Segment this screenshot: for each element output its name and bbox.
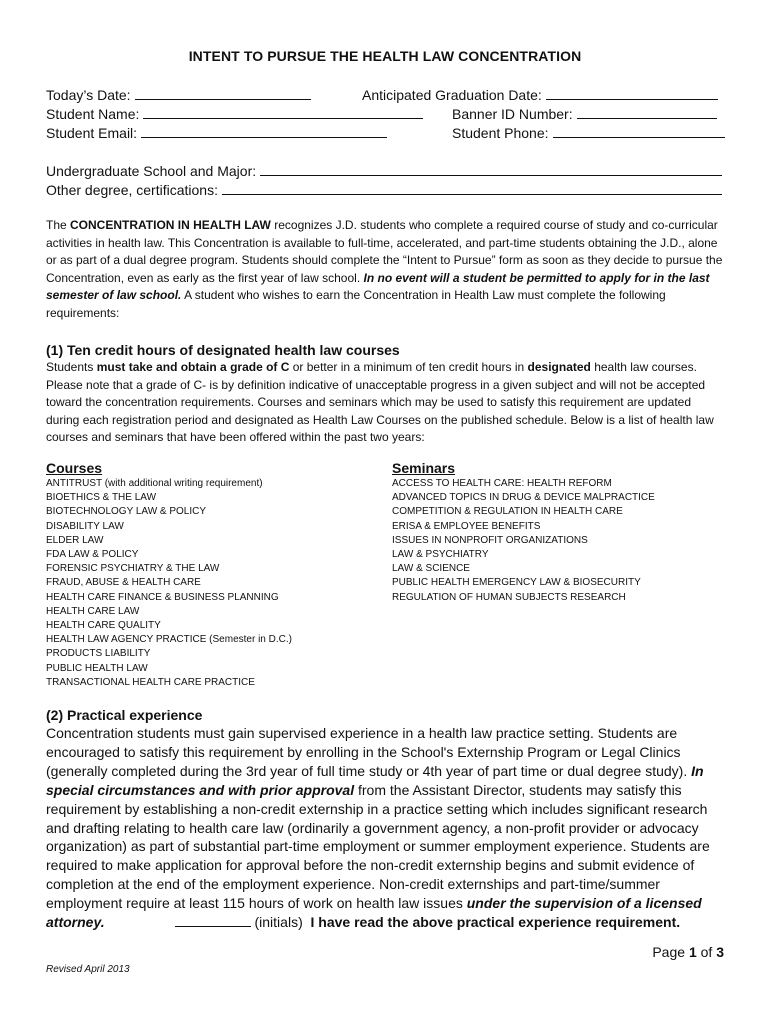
page-total: 3	[716, 944, 724, 960]
anticipated-graduation-label: Anticipated Graduation Date:	[362, 87, 542, 103]
page-prefix: Page	[652, 944, 689, 960]
page-number	[652, 944, 724, 960]
course-item: PRODUCTS LIABILITY	[46, 648, 151, 660]
section2-heading: (2) Practical experience	[46, 707, 203, 723]
course-item: ELDER LAW	[46, 534, 104, 546]
section1-grade-requirement: must take and obtain a grade of C	[96, 360, 290, 374]
seminar-item: ACCESS TO HEALTH CARE: HEALTH REFORM	[392, 478, 612, 489]
other-degree-field[interactable]	[46, 181, 722, 198]
section1-paragraph	[46, 359, 726, 447]
other-degree-label: Other degree, certifications:	[46, 182, 218, 198]
section1-heading: (1) Ten credit hours of designated health law courses	[46, 342, 400, 358]
student-phone-field[interactable]	[452, 124, 725, 141]
page-title: INTENT TO PURSUE THE HEALTH LAW CONCENTRATION	[188, 48, 582, 64]
banner-id-line[interactable]	[577, 105, 717, 119]
anticipated-graduation-line[interactable]	[546, 86, 718, 100]
intro-text-2: recognizes J.D. students who complete a required course of study and co-curricular activities in health law. This Concentration is available to full-time, accelerated, and part-time students obtaining the J.D., alone or as part of a dual degree program. Students should complete the “Intent to Pursue” form as soon as they decide to pursue the Concentration, even as early as the first year of law school.	[46, 218, 723, 285]
student-email-field[interactable]	[46, 124, 387, 141]
seminar-item: ADVANCED TOPICS IN DRUG & DEVICE MALPRACTICE	[392, 492, 655, 504]
section2-paragraph	[46, 724, 728, 932]
courses-list	[46, 477, 292, 690]
course-item: FORENSIC PSYCHIATRY & THE LAW	[46, 563, 220, 575]
page-current: 1	[688, 944, 697, 960]
seminar-item: LAW & PSYCHIATRY	[392, 549, 489, 561]
initials-line[interactable]	[175, 913, 251, 927]
todays-date-label: Today’s Date:	[46, 87, 131, 103]
concentration-name: CONCENTRATION IN HEALTH LAW	[70, 218, 271, 232]
banner-id-label: Banner ID Number:	[452, 106, 573, 122]
student-name-field[interactable]	[46, 105, 423, 122]
section1-text-3: health law courses. Please note that a grade of C- is by definition indicative of unacceptable progress in a given subject and will not be accepted toward the concentration requirements. Courses and seminars which may be used to satisfy this requirement are updated during each registration period and designated as Health Law Courses on the published schedule. Below is a list of health law courses and seminars that have been offered within the past two years:	[46, 360, 714, 445]
other-degree-line[interactable]	[222, 181, 722, 195]
course-item: ANTITRUST (with additional writing requirement)	[46, 478, 263, 489]
anticipated-graduation-field[interactable]	[362, 86, 718, 103]
page-of: of	[696, 944, 717, 960]
initials-label: (initials)	[254, 914, 303, 931]
section1-text-1: Students	[46, 360, 97, 374]
course-item: HEALTH CARE FINANCE & BUSINESS PLANNING	[46, 591, 279, 603]
course-item: DISABILITY LAW	[46, 520, 124, 532]
intro-text-1: The	[46, 218, 71, 232]
student-name-line[interactable]	[143, 105, 423, 119]
section1-designated: designated	[527, 360, 591, 374]
acknowledgement-statement: I have read the above practical experience requirement.	[310, 914, 681, 931]
course-item: BIOTECHNOLOGY LAW & POLICY	[46, 506, 207, 518]
course-item: HEALTH LAW AGENCY PRACTICE (Semester in D.C.)	[46, 634, 292, 646]
intro-warning: In no event will a student be permitted to apply for in the last semester of law school.	[46, 270, 710, 303]
intro-paragraph	[46, 217, 726, 323]
section2-special-circumstances: In special circumstances and with prior approval	[46, 762, 704, 798]
student-email-line[interactable]	[141, 124, 387, 138]
seminars-list	[392, 477, 655, 605]
todays-date-line[interactable]	[135, 86, 311, 100]
course-item: HEALTH CARE LAW	[46, 605, 140, 617]
course-item: PUBLIC HEALTH LAW	[46, 662, 148, 674]
course-item: TRANSACTIONAL HEALTH CARE PRACTICE	[46, 676, 255, 688]
seminar-item: REGULATION OF HUMAN SUBJECTS RESEARCH	[392, 591, 626, 603]
intro-text-3: A student who wishes to earn the Concentration in Health Law must complete the following requirements:	[46, 288, 666, 320]
undergrad-label: Undergraduate School and Major:	[46, 163, 257, 179]
course-item: FDA LAW & POLICY	[46, 549, 139, 561]
student-name-label: Student Name:	[46, 106, 140, 122]
section2-supervision: under the supervision of a licensed attorney.	[46, 895, 702, 931]
revised-date: Revised April 2013	[46, 964, 130, 975]
seminar-item: LAW & SCIENCE	[392, 563, 470, 575]
course-item: BIOETHICS & THE LAW	[46, 492, 157, 504]
section2-text-1: Concentration students must gain supervised experience in a health law practice setting. Students are encouraged to satisfy this requirement by enrolling in the School's Externship Program or Legal Clinics (generally completed during the 3rd year of full time study or 4th year of part time or dual degree study).	[46, 725, 692, 779]
seminar-item: PUBLIC HEALTH EMERGENCY LAW & BIOSECURITY	[392, 577, 641, 589]
seminars-heading: Seminars	[392, 460, 456, 476]
courses-heading: Courses	[46, 460, 103, 476]
seminar-item: ERISA & EMPLOYEE BENEFITS	[392, 520, 541, 532]
section2-text-2: from the Assistant Director, students may satisfy this requirement by establishing a non-credit externship in a practice setting which includes significant research and drafting relating to health care law (ordinarily a government agency, a non-profit provider or advocacy organization) as part of substantial part-time employment or summer employment experience. Students are required to make application for approval before the non-credit externship begins and submit evidence of completion at the end of the employment experience. Non-credit externships and part-time/summer employment require at least 115 hours of work on health law issues	[46, 781, 710, 912]
student-phone-line[interactable]	[553, 124, 725, 138]
seminar-item: ISSUES IN NONPROFIT ORGANIZATIONS	[392, 534, 588, 546]
section1-text-2: or better in a minimum of ten credit hours in	[289, 360, 528, 374]
todays-date-field[interactable]	[46, 86, 311, 103]
undergrad-line[interactable]	[260, 162, 722, 176]
seminar-item: COMPETITION & REGULATION IN HEALTH CARE	[392, 506, 623, 518]
banner-id-field[interactable]	[452, 105, 717, 122]
student-phone-label: Student Phone:	[452, 125, 549, 141]
undergrad-field[interactable]	[46, 162, 722, 179]
student-email-label: Student Email:	[46, 125, 138, 141]
course-item: FRAUD, ABUSE & HEALTH CARE	[46, 577, 201, 589]
course-item: HEALTH CARE QUALITY	[46, 620, 161, 632]
